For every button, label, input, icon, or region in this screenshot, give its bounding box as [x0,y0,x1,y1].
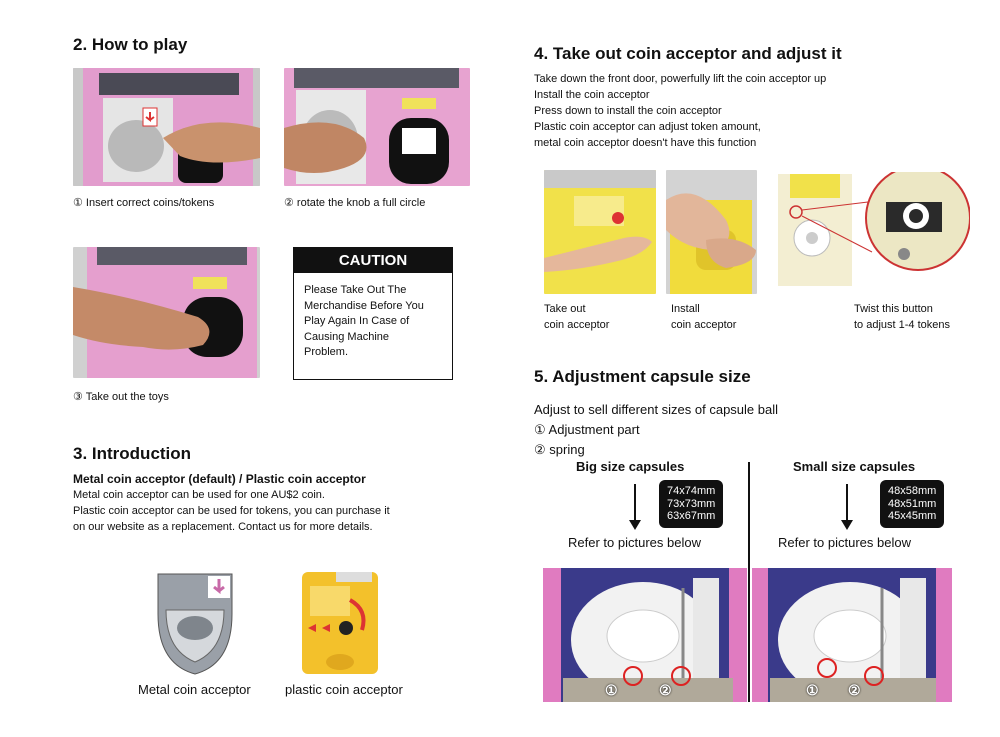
instruction-line: Install the coin acceptor [534,89,650,101]
caption-line: coin acceptor [671,319,737,331]
down-arrow-icon [840,484,854,532]
photo-big-capsule-setting [543,568,747,702]
small-capsules-title: Small size capsules [793,459,916,474]
introduction-subtitle: Metal coin acceptor (default) / Plastic coin acceptor [73,472,366,486]
caption-line: Take out [544,303,586,315]
caption-take-out-acceptor [544,301,609,333]
introduction-line: Metal coin acceptor can be used for one AU$2 coin. [73,489,325,501]
marker-adjustment-part: ① [605,682,618,698]
caution-line: Play Again In Case of [304,315,410,327]
instruction-line: Press down to install the coin acceptor [534,105,722,117]
size-item: 74x74mm [667,485,716,497]
caution-line: Merchandise Before You [304,299,424,312]
photo-twist-button [776,172,970,290]
introduction-line: Plastic coin acceptor can be used for tokens, you can purchase it [73,505,390,517]
caution-heading: CAUTION [294,248,452,273]
step-caption-insert: ① Insert correct coins/tokens [73,197,215,209]
column-divider [748,462,750,702]
caution-line: Causing Machine [304,330,389,343]
size-item: 48x58mm [888,485,937,497]
introduction-line: on our website as a replacement. Contact us for more details. [73,521,373,533]
size-item: 45x45mm [888,510,937,522]
caption-line: Install [671,303,700,315]
marker-adjustment-part: ① [806,682,819,698]
size-item: 73x73mm [667,497,716,510]
big-capsules-title: Big size capsules [576,459,685,474]
instruction-line: metal coin acceptor doesn't have this function [534,137,757,149]
step-caption-rotate: ② rotate the knob a full circle [284,197,426,209]
small-capsule-sizes [880,480,944,528]
small-refer-text: Refer to pictures below [778,535,911,550]
section-title-take-out-coin-acceptor: 4. Take out coin acceptor and adjust it [534,44,842,63]
section-title-adjustment-capsule-size: 5. Adjustment capsule size [534,367,751,386]
step-caption-take-out: ③ Take out the toys [73,391,169,403]
photo-install-acceptor [666,170,757,294]
photo-insert-coin [73,68,260,186]
plastic-coin-acceptor-label: plastic coin acceptor [285,682,403,697]
section-title-how-to-play: 2. How to play [73,35,188,54]
photo-take-out-acceptor [544,170,656,294]
big-capsule-sizes [659,480,723,528]
caption-install-acceptor [671,301,736,333]
adjustment-intro-line: Adjust to sell different sizes of capsule ball [534,402,779,417]
caption-line: Twist this button [854,303,933,315]
caution-box [293,247,453,380]
instruction-line: Plastic coin acceptor can adjust token amount, [534,121,761,133]
photo-small-capsule-setting [752,568,952,702]
marker-spring: ② [659,682,672,698]
size-item: 63x67mm [667,510,716,522]
caption-line: coin acceptor [544,319,610,331]
plastic-coin-acceptor-image [300,570,380,676]
caution-line: Problem. [304,346,349,358]
introduction-text [73,487,390,535]
caution-text [294,273,452,371]
marker-spring: ② [848,682,861,698]
size-item: 48x51mm [888,497,937,510]
caption-twist-button [854,301,950,333]
adjustment-intro [534,400,778,460]
metal-coin-acceptor-label: Metal coin acceptor [138,682,251,697]
section-title-introduction: 3. Introduction [73,444,192,463]
photo-rotate-knob [284,68,470,186]
caution-line: Please Take Out The [304,284,407,296]
adjustment-item: ① Adjustment part [534,422,640,437]
take-out-instructions [534,71,826,151]
photo-take-out-toys [73,247,260,378]
metal-coin-acceptor-image [152,570,238,676]
big-refer-text: Refer to pictures below [568,535,701,550]
caption-line: to adjust 1-4 tokens [854,319,951,331]
adjustment-item: ② spring [534,442,585,457]
down-arrow-icon [628,484,642,532]
instruction-line: Take down the front door, powerfully lift the coin acceptor up [534,73,827,85]
